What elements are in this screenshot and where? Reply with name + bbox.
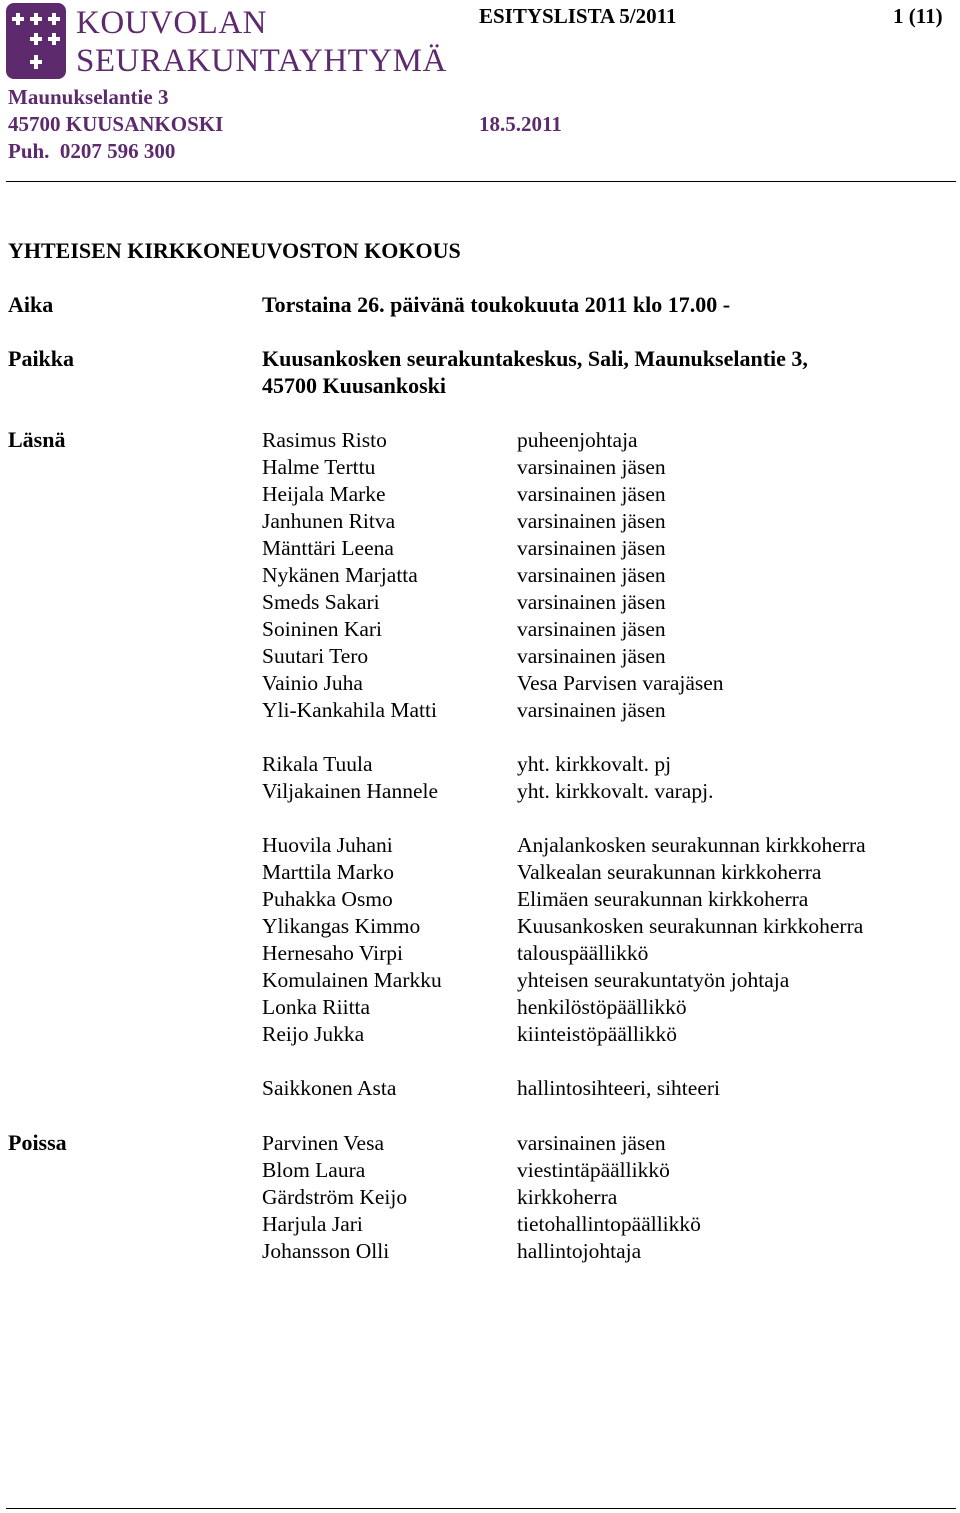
address-city: 45700 KUUSANKOSKI (8, 112, 224, 136)
person-role: varsinainen jäsen (517, 698, 666, 722)
org-name (76, 4, 447, 80)
person-name: Rikala Tuula (262, 752, 373, 776)
present-group-staff (262, 832, 952, 1048)
person-row (262, 1021, 952, 1048)
time-value: Torstaina 26. päivänä toukokuuta 2011 klo 17.00 - (262, 292, 731, 317)
person-row (262, 1184, 952, 1211)
person-name: Marttila Marko (262, 860, 394, 884)
absent-list (262, 1130, 952, 1265)
person-name: Blom Laura (262, 1158, 366, 1182)
person-role: tietohallintopäällikkö (517, 1212, 701, 1236)
present-list (262, 427, 952, 1102)
person-name: Heijala Marke (262, 482, 386, 506)
person-name: Komulainen Markku (262, 968, 442, 992)
person-role: hallintojohtaja (517, 1239, 642, 1263)
place-value-line1: Kuusankosken seurakuntakeskus, Sali, Maunukselantie 3, (262, 346, 808, 371)
person-name: Suutari Tero (262, 644, 369, 668)
time-label: Aika (8, 292, 54, 317)
person-role: yht. kirkkovalt. pj (517, 752, 672, 776)
person-role: hallintosihteeri, sihteeri (517, 1076, 721, 1100)
person-name: Nykänen Marjatta (262, 563, 418, 587)
person-name: Reijo Jukka (262, 1022, 365, 1046)
person-role: varsinainen jäsen (517, 509, 666, 533)
person-row (262, 751, 952, 778)
person-role: varsinainen jäsen (517, 536, 666, 560)
person-name: Gärdström Keijo (262, 1185, 408, 1209)
org-name-line2: SEURAKUNTAYHTYMÄ (76, 43, 447, 79)
person-role: puheenjohtaja (517, 428, 638, 452)
person-row (262, 1157, 952, 1184)
person-name: Saikkonen Asta (262, 1076, 397, 1100)
person-name: Parvinen Vesa (262, 1131, 385, 1155)
person-name: Puhakka Osmo (262, 887, 393, 911)
person-role: varsinainen jäsen (517, 590, 666, 614)
person-name: Soininen Kari (262, 617, 383, 641)
person-role: varsinainen jäsen (517, 1131, 666, 1155)
person-name: Rasimus Risto (262, 428, 387, 452)
person-role: varsinainen jäsen (517, 482, 666, 506)
header-divider (6, 181, 956, 182)
person-name: Mänttäri Leena (262, 536, 394, 560)
person-name: Huovila Juhani (262, 833, 393, 857)
present-label: Läsnä (8, 427, 66, 452)
person-row (262, 886, 952, 913)
present-group-council (262, 751, 952, 805)
person-row (262, 1075, 952, 1102)
person-row (262, 859, 952, 886)
person-row (262, 481, 952, 508)
person-row (262, 670, 952, 697)
person-row (262, 832, 952, 859)
person-role: Kuusankosken seurakunnan kirkkoherra (517, 914, 864, 938)
person-name: Smeds Sakari (262, 590, 380, 614)
person-name: Johansson Olli (262, 1239, 390, 1263)
person-role: varsinainen jäsen (517, 644, 666, 668)
person-name: Lonka Riitta (262, 995, 371, 1019)
person-role: kirkkoherra (517, 1185, 618, 1209)
absent-label: Poissa (8, 1130, 67, 1155)
person-name: Hernesaho Virpi (262, 941, 404, 965)
person-row (262, 1238, 952, 1265)
org-name-line1: KOUVOLAN (76, 5, 267, 41)
person-role: yht. kirkkovalt. varapj. (517, 779, 714, 803)
person-name: Harjula Jari (262, 1212, 363, 1236)
person-row (262, 643, 952, 670)
person-name: Viljakainen Hannele (262, 779, 439, 803)
phone-number: Puh. 0207 596 300 (8, 139, 176, 163)
church-cross-logo-icon (6, 3, 66, 79)
person-role: Elimäen seurakunnan kirkkoherra (517, 887, 809, 911)
person-row (262, 508, 952, 535)
person-row (262, 427, 952, 454)
person-role: yhteisen seurakuntatyön johtaja (517, 968, 790, 992)
person-row (262, 1130, 952, 1157)
person-role: henkilöstöpäällikkö (517, 995, 687, 1019)
page-number: 1 (11) (893, 4, 943, 28)
meeting-title: YHTEISEN KIRKKONEUVOSTON KOKOUS (8, 238, 461, 263)
person-role: varsinainen jäsen (517, 455, 666, 479)
present-group-secretary (262, 1075, 952, 1102)
person-row (262, 535, 952, 562)
place-value-line2: 45700 Kuusankoski (262, 373, 447, 398)
person-name: Yli-Kankahila Matti (262, 698, 437, 722)
person-row (262, 1211, 952, 1238)
person-name: Janhunen Ritva (262, 509, 396, 533)
person-role: viestintäpäällikkö (517, 1158, 670, 1182)
person-row (262, 562, 952, 589)
document-title: ESITYSLISTA 5/2011 (479, 4, 677, 28)
person-row (262, 994, 952, 1021)
person-role: Valkealan seurakunnan kirkkoherra (517, 860, 822, 884)
person-row (262, 913, 952, 940)
absent-group (262, 1130, 952, 1265)
person-row (262, 940, 952, 967)
person-role: kiinteistöpäällikkö (517, 1022, 678, 1046)
address-street: Maunukselantie 3 (8, 85, 169, 109)
person-role: varsinainen jäsen (517, 563, 666, 587)
person-row (262, 967, 952, 994)
person-name: Ylikangas Kimmo (262, 914, 421, 938)
person-row (262, 589, 952, 616)
person-row (262, 697, 952, 724)
person-name: Halme Terttu (262, 455, 376, 479)
person-row (262, 454, 952, 481)
person-name: Vainio Juha (262, 671, 363, 695)
place-label: Paikka (8, 346, 75, 371)
person-role: Anjalankosken seurakunnan kirkkoherra (517, 833, 866, 857)
person-row (262, 616, 952, 643)
person-row (262, 778, 952, 805)
present-group-members (262, 427, 952, 724)
footer-divider (6, 1508, 956, 1509)
document-date: 18.5.2011 (479, 112, 562, 136)
person-role: talouspäällikkö (517, 941, 649, 965)
person-role: Vesa Parvisen varajäsen (517, 671, 724, 695)
person-role: varsinainen jäsen (517, 617, 666, 641)
